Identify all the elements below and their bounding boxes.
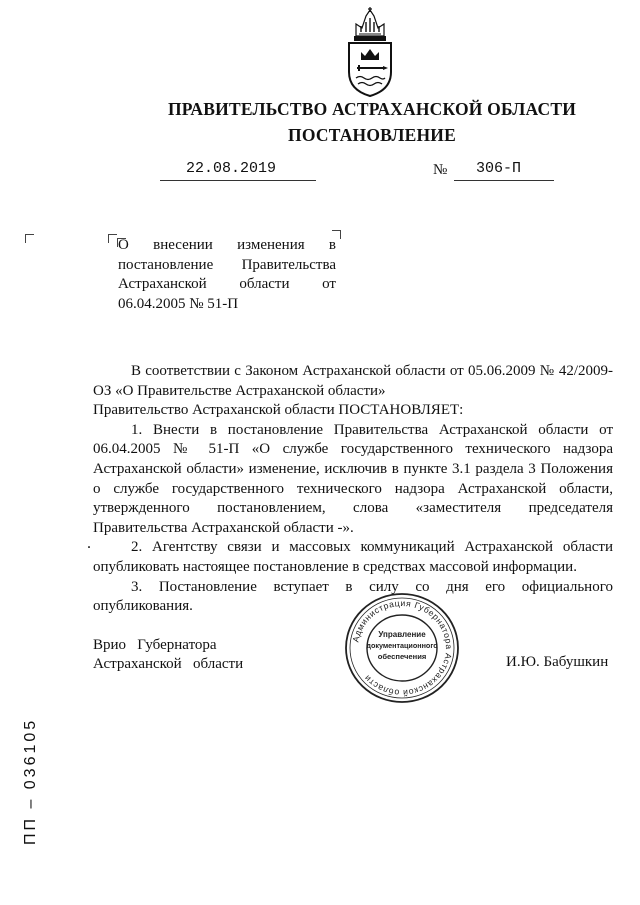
signer-name: И.Ю. Бабушкин [506, 654, 609, 670]
stamp-center-line-2: документационного [366, 641, 438, 650]
body-item-3: 3. Постановление вступает в силу со дня его официального опубликования. [93, 578, 613, 615]
coat-of-arms-icon [339, 6, 401, 98]
preamble: В соответствии с Законом Астраханской области от 05.06.2009 № 42/2009-ОЗ «О Правительстве Астраханской области» [93, 363, 613, 399]
document-number: 306-П [476, 160, 522, 177]
margin-corner-mark [25, 234, 34, 243]
government-title: ПРАВИТЕЛЬСТВО АСТРАХАНСКОЙ ОБЛАСТИ [167, 99, 577, 119]
document-date: 22.08.2019 [186, 160, 277, 177]
form-serial-number: ПП – 036105 [22, 717, 39, 845]
number-sign: № [433, 162, 448, 178]
stamp-ring-text: Администрация Губернатора Астраханской области [350, 597, 455, 699]
stamp-center-line-3: обеспечения [377, 652, 427, 661]
body-item-1: 1. Внести в постановление Правительства Астраханской области от 06.04.2005 № 51-П «О службе государственного технического надзора Астраханской области» изменение, исключив в пункте 3.1 раздела 3 Положения о службе государственного технического надзора Астраханской области, утвержденного постановлением, слова «заместителя председателя Правительства Астраханской области -». [93, 421, 613, 536]
subject-corner-mark-left [108, 234, 117, 243]
document-subject: О внесении изменения в постановление Правительства Астраханской области от 06.04.2005 № 51-П [118, 237, 336, 312]
resolution-line: Правительство Астраханской области ПОСТАНОВЛЯЕТ: [93, 402, 464, 419]
body-item-2: 2. Агентству связи и массовых коммуникаций Астраханской области опубликовать настоящее постановление в средствах массовой информации. [93, 539, 613, 575]
date-underline [160, 180, 316, 181]
document-type: ПОСТАНОВЛЕНИЕ [288, 125, 456, 145]
official-stamp [342, 591, 462, 705]
document-body [93, 362, 613, 617]
number-underline [454, 180, 554, 181]
signer-position-line-2: Астраханской области [93, 656, 244, 672]
signer-position-line-1: Врио Губернатора [93, 637, 217, 653]
margin-dot: . [87, 535, 91, 552]
stamp-center-line-1: Управление [378, 630, 426, 639]
